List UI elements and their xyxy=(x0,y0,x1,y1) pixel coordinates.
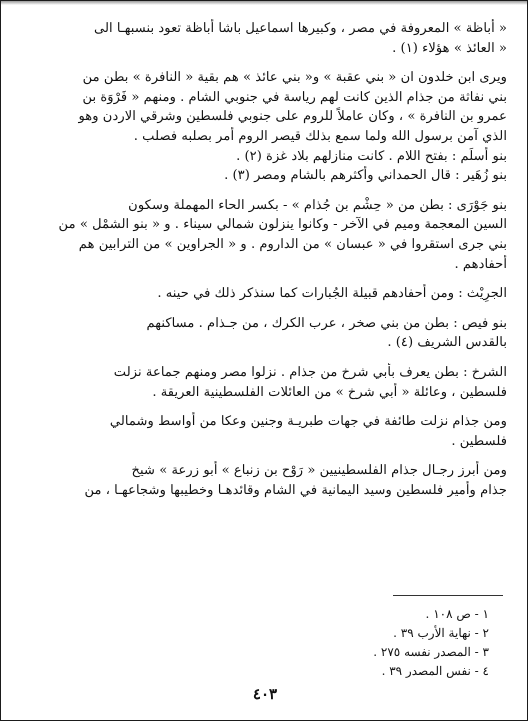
text-line: الذي آمن برسول الله ولما سمع بذلك قيصر الروم أمر بصلبه فصلب . xyxy=(133,128,507,144)
footnotes xyxy=(289,605,489,681)
text-line: الجرِيْث : ومن أحفادهم قبيلة الجُبارات كما سنذكر ذلك في حينه . xyxy=(157,286,507,302)
text-line: فلسطين . xyxy=(451,433,507,449)
text-line: السين المعجمة وميم في الآخر - وكانوا ينزلون شمالي سيناء . و « بنو الشمْل » من xyxy=(58,217,507,233)
text-line: « العائذ » هؤلاء (١) . xyxy=(392,40,507,56)
footnote-item: ٣ - المصدر نفسه ٢٧٥ . xyxy=(373,645,489,659)
text-line: « أباظة » المعروفة في مصر ، وكبيرها اسماعيل باشا أباظة تعود بنسبهـا الى xyxy=(93,21,507,36)
text-line: بالقدس الشريف (٤) . xyxy=(387,335,507,351)
paragraph-gap xyxy=(27,58,507,68)
text-line: أحفادهم . xyxy=(454,256,507,272)
text-line: بنو زُهَير : قال الحمداني وأكثرهم بالشام ومصر (٣) . xyxy=(224,168,507,184)
body-text xyxy=(27,19,507,500)
text-line: الشرخ : بطن يعرف بأبي شرخ من جذام . نزلوا مصر ومنهم جماعة نزلت xyxy=(113,364,507,380)
text-line: بنو أَسلَم : بفتح اللام . كانت منازلهم بلاد غزة (٢) . xyxy=(236,148,507,164)
footnote-rule xyxy=(393,595,503,596)
paragraph-gap xyxy=(27,402,507,412)
paragraph-gap xyxy=(27,451,507,461)
text-line: بنو فيص : بطن من بني صخر ، عرب الكرك ، من جـذام . مساكنهم xyxy=(146,315,507,331)
paragraph-gap xyxy=(27,304,507,314)
text-line: عمرو بن النافرة » ، وكان عاملاً للروم على جنوبي فلسطين وشرقي الاردن وهو xyxy=(78,109,507,125)
scan-top-edge xyxy=(1,1,527,5)
text-line: ومن أبرز رجـال جذام الفلسطينيين « رَوْح بن زنباع » أبو زرعة » شيخ xyxy=(131,463,507,479)
text-line: فلسطين ، وعائلة « أبي شرخ » من العائلات الفلسطينية العريقة . xyxy=(152,384,507,400)
text-line: ويرى ابن خلدون ان « بني عقبة » و« بني عائذ » هم بقية « النافرة » بطن من xyxy=(82,70,507,86)
paragraph-gap xyxy=(27,353,507,363)
text-line: بني جرى استقروا في « عبسان » من الداروم . و « الجراوين » من الترابين هم xyxy=(78,236,507,252)
text-line: ومن جذام نزلت طائفة في جهات طبريـة وجنين وعكا من أواسط وشمالي xyxy=(109,414,507,430)
text-line: جذام وأمير فلسطين وسيد اليمانية في الشام وقائدهـا وخطيبها وشجاعهـا ، من xyxy=(84,482,507,498)
footnote-item: ٢ - نهاية الأرب ٣٩ . xyxy=(393,626,489,640)
footnote-item: ١ - ص ١٠٨ . xyxy=(425,607,489,621)
page-number: ٤٠٣ xyxy=(252,685,278,703)
paragraph-gap xyxy=(27,186,507,196)
text-line: بني نفاثة من جذام الذين كانت لهم رياسة في جنوبي الشام . ومنهم « فَرْوَة بن xyxy=(82,89,507,105)
paragraph-gap xyxy=(27,274,507,284)
text-line: بنو جَوْرَى : بطن من « حِشْم بن جُذام » - بكسر الحاء المهملة وسكون xyxy=(128,197,507,213)
footnote-item: ٤ - نفس المصدر ٣٩ . xyxy=(381,664,489,678)
